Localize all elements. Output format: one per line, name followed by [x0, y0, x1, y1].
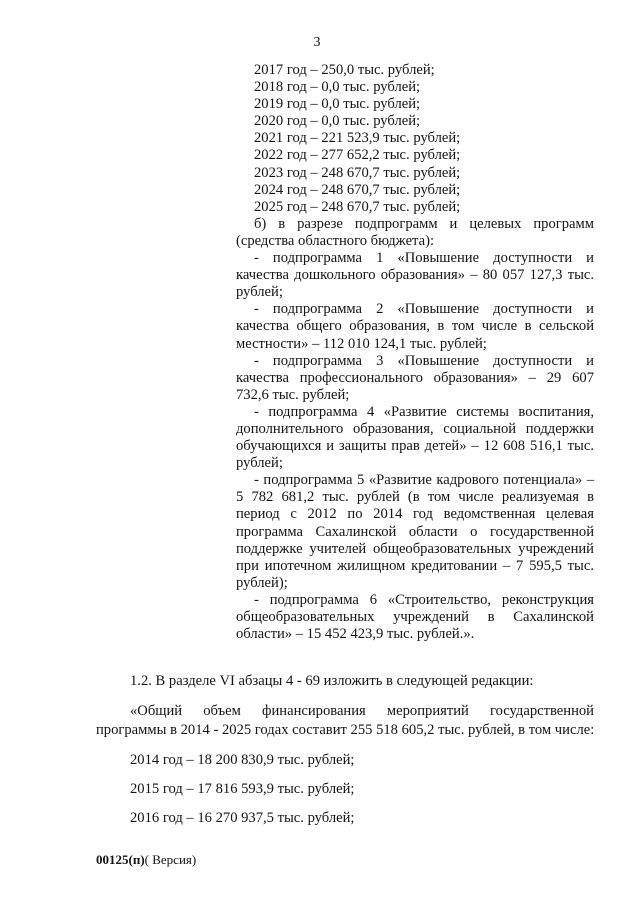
year-line: 2025 год – 248 670,7 тыс. рублей;: [254, 198, 461, 215]
subprogram-paragraph: - подпрограмма 5 «Развитие кадрового потенциала» – 5 782 681,2 тыс. рублей (в том числе реализуемая в период с 2012 по 2014 год ведомственная целевая программа Сахалинской области о государственной поддержке учителей общеобразовательных учреждений при ипотечном жилищном кредитовании – 7 595,5 тыс. рублей);: [236, 472, 594, 591]
year-line: 2023 год – 248 670,7 тыс. рублей;: [254, 164, 461, 181]
year-line: 2015 год – 17 816 593,9 тыс. рублей;: [130, 781, 355, 797]
section-b-paragraph: б) в разрезе подпрограмм и целевых программ (средства областного бюджета):: [236, 215, 594, 249]
page-number: 3: [313, 35, 321, 50]
subprogram-paragraph: - подпрограмма 3 «Повышение доступности и качества профессионального образования» – 29 607 732,6 тыс. рублей;: [236, 352, 594, 403]
year-line: 2021 год – 221 523,9 тыс. рублей;: [254, 130, 461, 147]
year-line: 2018 год – 0,0 тыс. рублей;: [254, 79, 421, 96]
year-line: 2016 год – 16 270 937,5 тыс. рублей;: [130, 810, 355, 826]
document-footer: [96, 852, 196, 868]
financing-paragraph-line: программы в 2014 - 2025 годах составит 255 518 605,2 тыс. рублей, в том числе:: [96, 722, 595, 738]
financing-paragraph-line: «Общий объем финансирования мероприятий государственной: [130, 703, 594, 719]
subprogram-paragraph: - подпрограмма 1 «Повышение доступности и качества дошкольного образования» – 80 057 127,3 тыс. рублей;: [236, 250, 594, 301]
year-line: 2014 год – 18 200 830,9 тыс. рублей;: [130, 752, 355, 768]
year-line: 2017 год – 250,0 тыс. рублей;: [254, 62, 435, 78]
subprogram-paragraph: - подпрограмма 6 «Строительство, реконструкция общеобразовательных учреждений в Сахалинской области» – 15 452 423,9 тыс. рублей.».: [236, 591, 594, 643]
funding-column: [236, 62, 594, 643]
year-line: 2020 год – 0,0 тыс. рублей;: [254, 113, 421, 130]
year-line: 2019 год – 0,0 тыс. рублей;: [254, 96, 421, 113]
subprogram-paragraph: - подпрограмма 4 «Развитие системы воспитания, дополнительного образования, социальной поддержки обучающихся и защиты прав детей» – 12 608 516,1 тыс. рублей;: [236, 403, 594, 472]
year-line: 2022 год – 277 652,2 тыс. рублей;: [254, 147, 461, 164]
subprogram-paragraph: - подпрограмма 2 «Повышение доступности и качества общего образования, в том числе в сельской местности» – 112 010 124,1 тыс. рублей;: [236, 301, 594, 352]
document-version: ( Версия): [144, 852, 197, 867]
year-line: 2024 год – 248 670,7 тыс. рублей;: [254, 181, 461, 198]
clause-heading: 1.2. В разделе VI абзацы 4 - 69 изложить в следующей редакции:: [130, 673, 534, 689]
document-code: 00125(п): [96, 852, 145, 867]
